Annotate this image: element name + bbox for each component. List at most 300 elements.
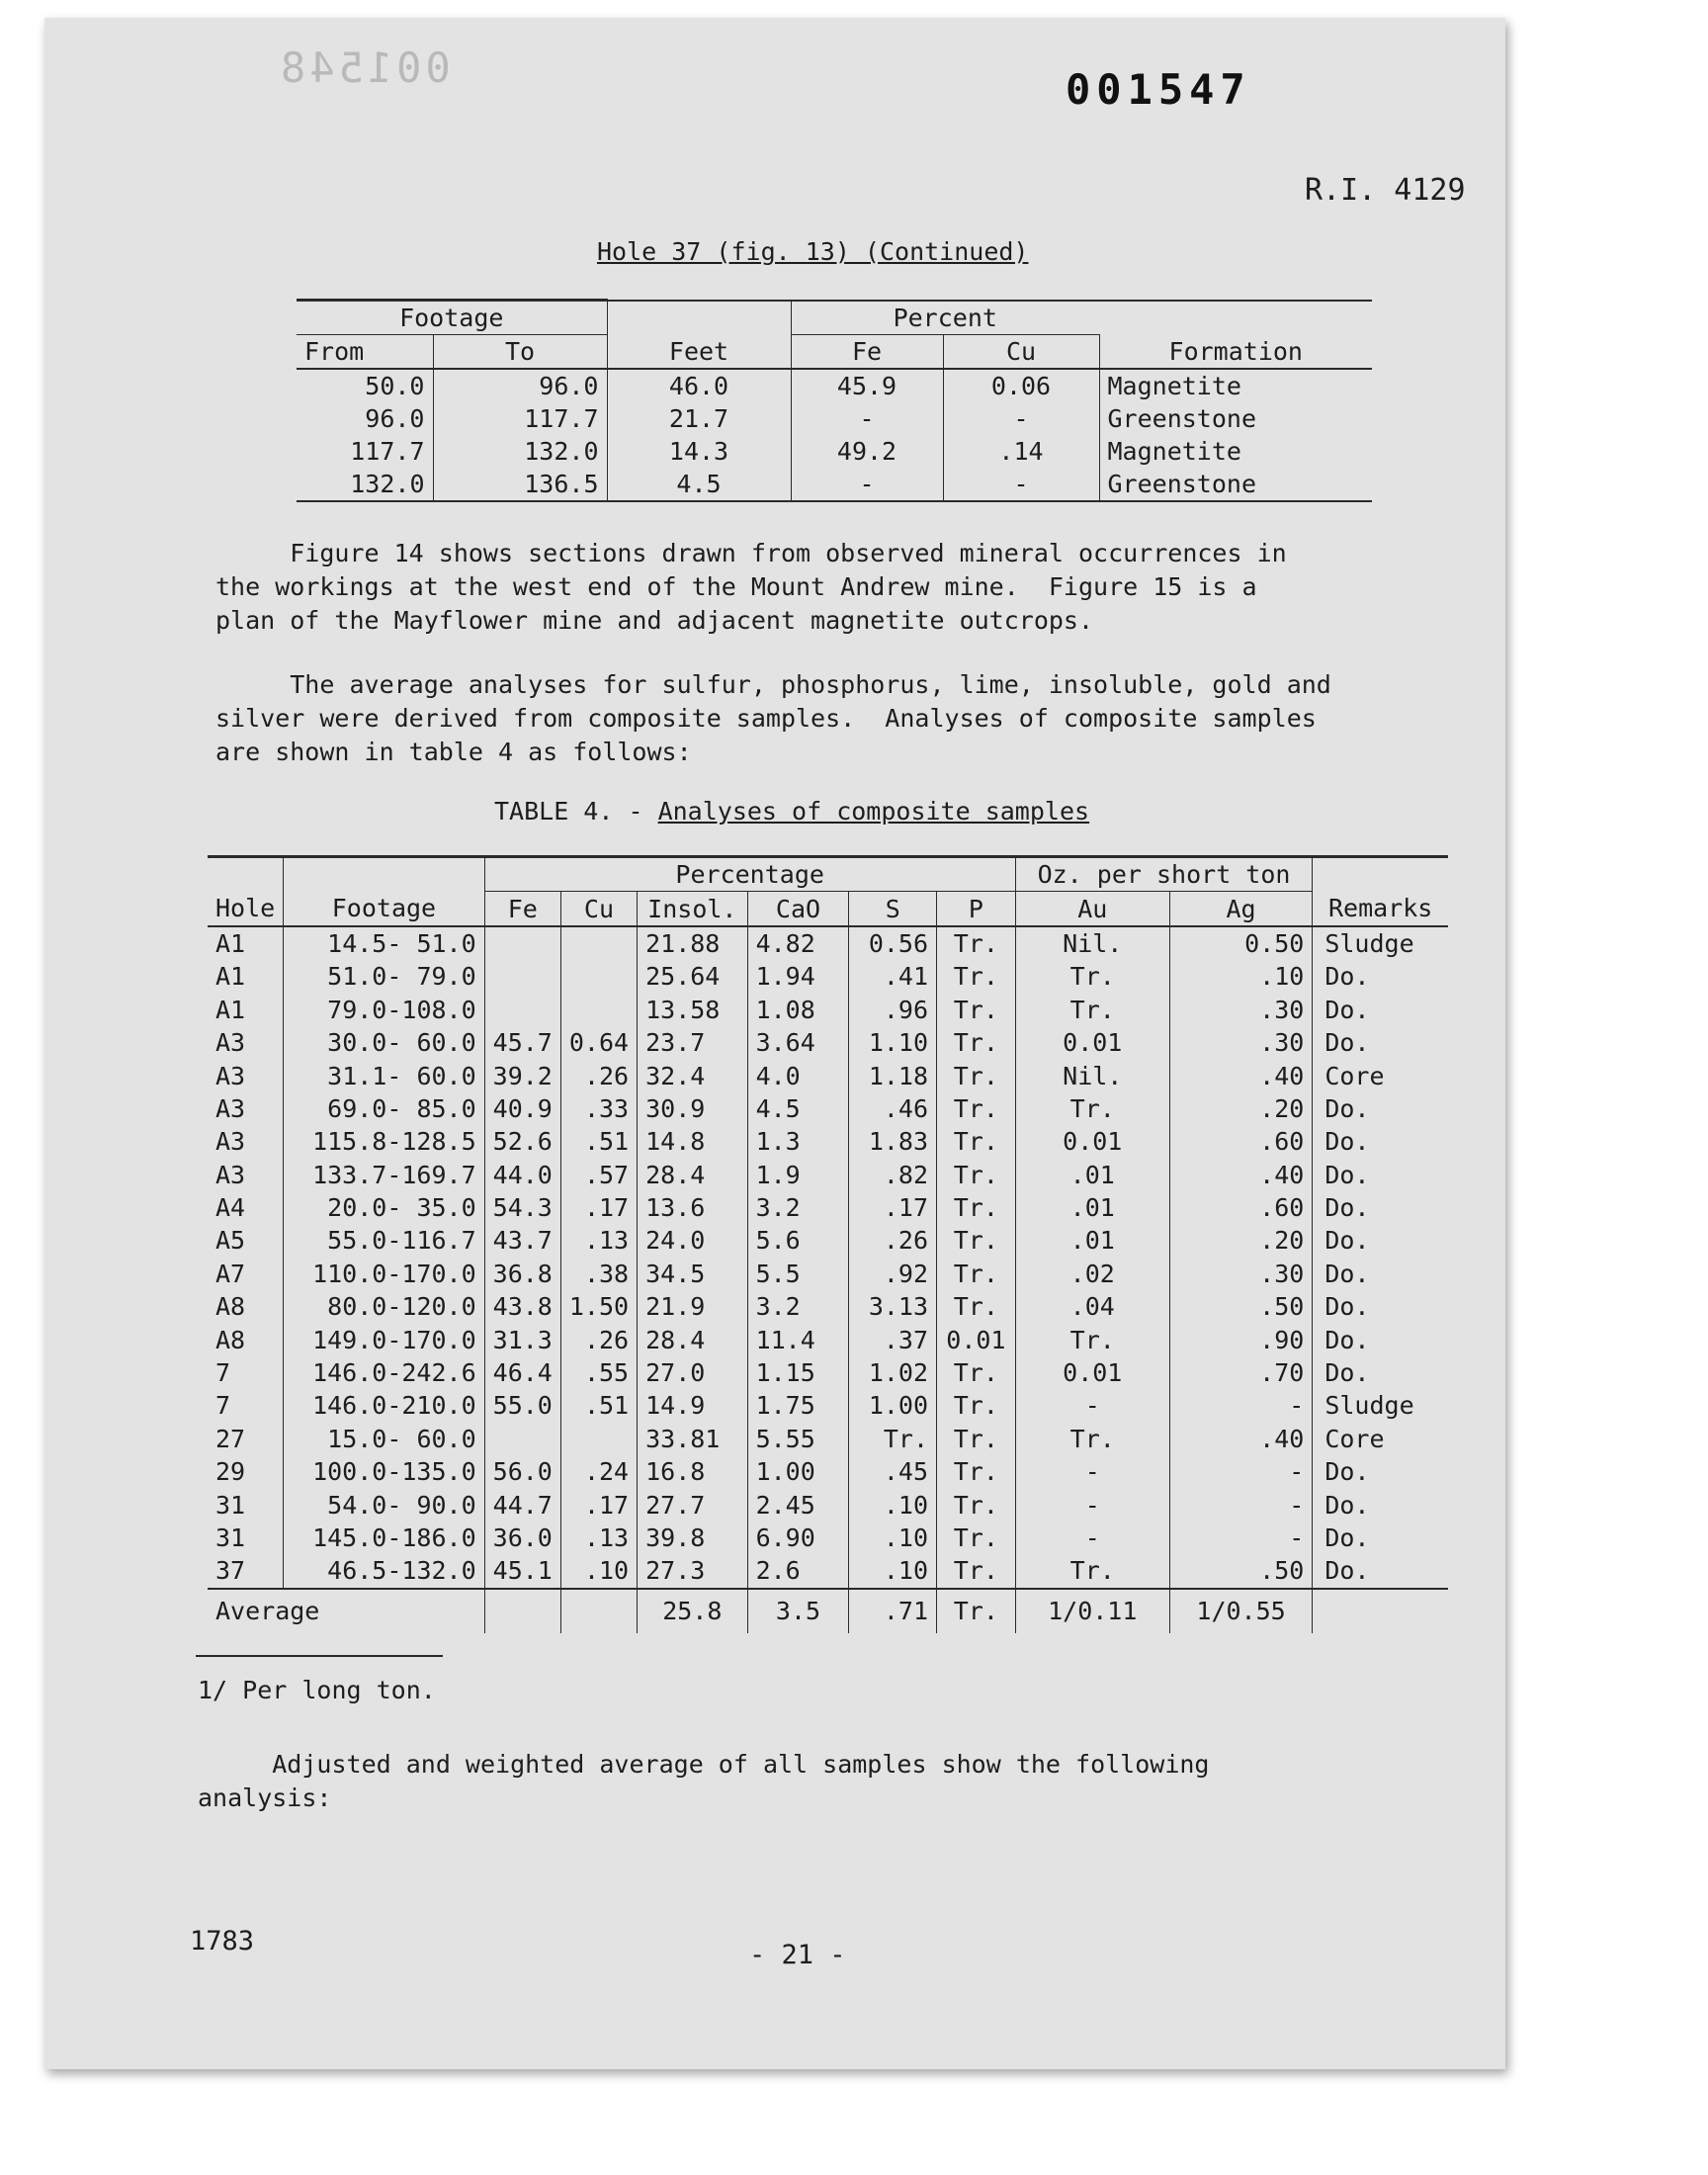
cu-cell: - [943,468,1099,501]
ag-cell: .50 [1169,1554,1313,1588]
insol-cell: 27.3 [638,1554,747,1588]
ag-cell: .20 [1169,1224,1313,1257]
fe-cell: 46.4 [484,1356,560,1389]
cu-cell [560,926,637,960]
p-cell: Tr. [937,1522,1016,1554]
table4-caption-title: Analyses of composite samples [657,797,1090,826]
insol-cell: 14.9 [638,1389,747,1422]
au-cell: Tr. [1015,994,1169,1026]
s-cell: .10 [849,1488,937,1521]
hole-cell: 37 [215,1556,246,1586]
hole-cell: A3 [215,1061,246,1090]
p-cell: Tr. [937,1488,1016,1521]
fe-header: Fe [791,335,943,370]
footage-cell: 146.0-242.6 [284,1356,484,1389]
cu-cell: .51 [560,1125,637,1158]
hole-cell: 29 [215,1457,246,1487]
cu-cell: .14 [943,435,1099,468]
au-cell: Tr. [1015,1092,1169,1125]
p-cell: Tr. [937,960,1016,993]
s-cell: Tr. [849,1423,937,1455]
cu-cell: - [943,402,1099,435]
report-id: R.I. 4129 [1305,173,1466,208]
hole-cell: A8 [215,1292,246,1322]
s-cell: 1.00 [849,1389,937,1422]
remarks-cell: Do. [1313,1026,1448,1059]
ag-cell: - [1169,1522,1313,1554]
remarks-cell: Do. [1313,1258,1448,1290]
feet-cell: 4.5 [607,468,791,501]
table-row [208,1323,1448,1355]
footage-cell: 80.0-120.0 [284,1290,484,1323]
ag-cell: .20 [1169,1092,1313,1125]
cao-cell: 5.5 [747,1258,849,1290]
cu-cell: .13 [560,1522,637,1554]
ag-cell: .40 [1169,1423,1313,1455]
au-cell: Tr. [1015,1323,1169,1355]
percent-header: Percent [791,301,1099,335]
insol-cell: 32.4 [638,1059,747,1091]
hole-cell: A3 [215,1160,246,1189]
to-cell: 132.0 [433,435,607,468]
ag-header: Ag [1169,892,1313,926]
insol-cell: 33.81 [638,1423,747,1455]
table-row [208,1125,1448,1158]
p-header: P [937,892,1016,926]
insol-cell: 28.4 [638,1323,747,1355]
insol-cell: 25.64 [638,960,747,993]
hole37-caption: Hole 37 (fig. 13) (Continued) [597,237,1029,266]
fe-cell: 36.0 [484,1522,560,1554]
table-row [208,1092,1448,1125]
cu-cell: 0.64 [560,1026,637,1059]
s-cell: .17 [849,1191,937,1224]
s-cell: 1.10 [849,1026,937,1059]
au-cell: - [1015,1455,1169,1488]
bleed-through-number: 001548 [277,44,451,92]
oz-header: Oz. per short ton [1015,857,1313,892]
remarks-cell: Do. [1313,1554,1448,1588]
insol-cell: 30.9 [638,1092,747,1125]
table-row [297,468,1372,501]
table-row [208,1423,1448,1455]
insol-cell: 28.4 [638,1159,747,1191]
ag-cell: .60 [1169,1191,1313,1224]
footage-cell: 20.0- 35.0 [284,1191,484,1224]
au-cell: .01 [1015,1159,1169,1191]
au-cell: Tr. [1015,1423,1169,1455]
insol-cell: 27.7 [638,1488,747,1521]
cao-cell: 11.4 [747,1323,849,1355]
hole-cell: A8 [215,1325,246,1354]
insol-cell: 13.58 [638,994,747,1026]
page-number: - 21 - [749,1940,846,1970]
feet-header: Feet [607,335,791,370]
formation-cell: Greenstone [1099,402,1372,435]
p-cell: Tr. [937,1554,1016,1588]
table-row [208,1522,1448,1554]
fe-cell [484,994,560,1026]
fe-cell: - [791,402,943,435]
footage-header: Footage [297,301,607,335]
p-cell: Tr. [937,926,1016,960]
cu-cell: .55 [560,1356,637,1389]
au-cell: - [1015,1522,1169,1554]
cu-header: Cu [943,335,1099,370]
s-cell: 1.18 [849,1059,937,1091]
s-cell: 1.02 [849,1356,937,1389]
cu-cell: .26 [560,1323,637,1355]
p-cell: Tr. [937,1389,1016,1422]
cao-cell: 1.9 [747,1159,849,1191]
cu-cell: 0.06 [943,369,1099,402]
remarks-cell: Do. [1313,1290,1448,1323]
cu-cell: .26 [560,1059,637,1091]
cao-cell: 3.64 [747,1026,849,1059]
fe-cell: 45.1 [484,1554,560,1588]
hole-cell: 27 [215,1424,246,1453]
hole-cell: A7 [215,1259,246,1288]
cao-cell: 1.15 [747,1356,849,1389]
cu-cell: .51 [560,1389,637,1422]
footage-cell: 133.7-169.7 [284,1159,484,1191]
hole-cell: 7 [215,1391,231,1421]
cao-cell: 4.82 [747,926,849,960]
p-cell: 0.01 [937,1323,1016,1355]
insol-cell: 21.88 [638,926,747,960]
cu-cell [560,994,637,1026]
p-cell: Tr. [937,994,1016,1026]
remarks-cell: Do. [1313,1488,1448,1521]
fe-cell: 44.7 [484,1488,560,1521]
cu-cell: .33 [560,1092,637,1125]
s-cell: .92 [849,1258,937,1290]
s-cell: .10 [849,1522,937,1554]
ag-cell: .40 [1169,1159,1313,1191]
table-row [208,1290,1448,1323]
table-row [297,369,1372,402]
table4-caption [494,797,1089,826]
hole-cell: A3 [215,1093,246,1123]
average-cao: 3.5 [747,1589,849,1633]
footage-cell: 54.0- 90.0 [284,1488,484,1521]
ag-cell: - [1169,1389,1313,1422]
ag-cell: .60 [1169,1125,1313,1158]
cu-cell: .10 [560,1554,637,1588]
p-cell: Tr. [937,1059,1016,1091]
au-cell: - [1015,1389,1169,1422]
table-row [208,1455,1448,1488]
paragraph-figures: Figure 14 shows sections drawn from observed mineral occurrences in the workings at the west end of the Mount Andrew mine. Figure 15 is a plan of the Mayflower mine and adjacent magnetite outcrops. [215,539,1287,635]
footage-cell: 100.0-135.0 [284,1455,484,1488]
cao-cell: 1.94 [747,960,849,993]
table-row [208,1159,1448,1191]
fe-cell [484,926,560,960]
remarks-cell: Do. [1313,994,1448,1026]
footage-cell: 79.0-108.0 [284,994,484,1026]
to-cell: 117.7 [433,402,607,435]
from-header: From [297,335,433,370]
table-row [208,1356,1448,1389]
cao-cell: 1.08 [747,994,849,1026]
footage-cell: 149.0-170.0 [284,1323,484,1355]
cao-cell: 2.45 [747,1488,849,1521]
document-number: 001547 [1066,65,1251,114]
remarks-cell: Do. [1313,1224,1448,1257]
p-cell: Tr. [937,1290,1016,1323]
cao-cell: 5.6 [747,1224,849,1257]
table-row [208,960,1448,993]
hole-cell: A5 [215,1226,246,1256]
au-cell: Tr. [1015,960,1169,993]
to-cell: 136.5 [433,468,607,501]
cu-cell: 1.50 [560,1290,637,1323]
insol-cell: 39.8 [638,1522,747,1554]
table-row [208,926,1448,960]
insol-cell: 27.0 [638,1356,747,1389]
s-cell: 0.56 [849,926,937,960]
p-cell: Tr. [937,1258,1016,1290]
cao-cell: 4.0 [747,1059,849,1091]
insol-cell: 23.7 [638,1026,747,1059]
cu-cell: .13 [560,1224,637,1257]
hole-cell: A1 [215,928,246,958]
hole-header: Hole [208,892,284,926]
hole-cell: 7 [215,1358,231,1388]
footage-cell: 30.0- 60.0 [284,1026,484,1059]
footage-cell: 146.0-210.0 [284,1389,484,1422]
hole-cell: A3 [215,1127,246,1157]
footer-left-number: 1783 [190,1926,255,1957]
remarks-cell: Do. [1313,1356,1448,1389]
cu-header: Cu [560,892,637,926]
p-cell: Tr. [937,1092,1016,1125]
insol-header: Insol. [638,892,747,926]
formation-cell: Greenstone [1099,468,1372,501]
cu-cell: .17 [560,1488,637,1521]
au-cell: .01 [1015,1224,1169,1257]
formation-header: Formation [1099,335,1372,370]
remarks-cell: Do. [1313,1092,1448,1125]
cao-cell: 2.6 [747,1554,849,1588]
s-cell: .96 [849,994,937,1026]
average-row [208,1589,1448,1633]
cao-cell: 4.5 [747,1092,849,1125]
p-cell: Tr. [937,1026,1016,1059]
table-row [208,1191,1448,1224]
hole37-table [297,299,1372,502]
p-cell: Tr. [937,1455,1016,1488]
footage-cell: 31.1- 60.0 [284,1059,484,1091]
remarks-cell: Core [1313,1059,1448,1091]
cao-cell: 1.3 [747,1125,849,1158]
average-s: .71 [849,1589,937,1633]
from-cell: 117.7 [350,437,425,466]
footage-cell: 14.5- 51.0 [284,926,484,960]
fe-cell [484,1423,560,1455]
ag-cell: .70 [1169,1356,1313,1389]
insol-cell: 16.8 [638,1455,747,1488]
insol-cell: 34.5 [638,1258,747,1290]
table-row [208,1488,1448,1521]
fe-cell: 40.9 [484,1092,560,1125]
remarks-cell: Sludge [1313,926,1448,960]
remarks-cell: Do. [1313,1191,1448,1224]
from-cell: 132.0 [297,468,433,501]
footage-header: Footage [284,892,484,926]
formation-cell: Magnetite [1099,435,1372,468]
footage-cell: 69.0- 85.0 [284,1092,484,1125]
s-cell: .46 [849,1092,937,1125]
to-header: To [433,335,607,370]
au-cell: 0.01 [1015,1026,1169,1059]
cao-cell: 3.2 [747,1191,849,1224]
cao-cell: 5.55 [747,1423,849,1455]
fe-cell: 45.9 [791,369,943,402]
au-cell: 0.01 [1015,1356,1169,1389]
table4 [208,855,1448,1633]
table-row [208,994,1448,1026]
fe-cell: 56.0 [484,1455,560,1488]
table-row [208,1389,1448,1422]
remarks-cell: Do. [1313,1455,1448,1488]
au-cell: Nil. [1015,1059,1169,1091]
from-cell: 96.0 [365,404,425,433]
table4-caption-prefix: TABLE 4. - [494,797,658,826]
table-row [297,435,1372,468]
ag-cell: .30 [1169,1258,1313,1290]
fe-cell: 43.8 [484,1290,560,1323]
average-insol: 25.8 [638,1589,747,1633]
fe-cell: 49.2 [791,435,943,468]
remarks-cell: Core [1313,1423,1448,1455]
hole-cell: 31 [215,1523,246,1552]
fe-cell: 55.0 [484,1389,560,1422]
cu-cell [560,960,637,993]
insol-cell: 13.6 [638,1191,747,1224]
cu-cell: .57 [560,1159,637,1191]
average-label: Average [208,1589,484,1633]
closing-paragraph: Adjusted and weighted average of all samples show the following analysis: [198,1750,1210,1812]
footage-cell: 145.0-186.0 [284,1522,484,1554]
au-cell: Tr. [1015,1554,1169,1588]
fe-cell: - [791,468,943,501]
to-cell: 96.0 [433,369,607,402]
paragraph-composite: The average analyses for sulfur, phosphorus, lime, insoluble, gold and silver were derived from composite samples. Analyses of composite samples are shown in table 4 as follows: [215,670,1331,766]
footage-cell: 110.0-170.0 [284,1258,484,1290]
remarks-cell: Do. [1313,960,1448,993]
p-cell: Tr. [937,1356,1016,1389]
cu-cell: .24 [560,1455,637,1488]
cu-cell: .17 [560,1191,637,1224]
hole-cell: A1 [215,962,246,992]
s-cell: 1.83 [849,1125,937,1158]
s-cell: .37 [849,1323,937,1355]
fe-cell: 52.6 [484,1125,560,1158]
fe-cell [484,960,560,993]
fe-cell: 31.3 [484,1323,560,1355]
fe-cell: 43.7 [484,1224,560,1257]
insol-cell: 21.9 [638,1290,747,1323]
fe-cell: 44.0 [484,1159,560,1191]
table-row [297,402,1372,435]
table-row [208,1059,1448,1091]
p-cell: Tr. [937,1423,1016,1455]
p-cell: Tr. [937,1224,1016,1257]
footnote-rule [196,1655,443,1657]
ag-cell: .90 [1169,1323,1313,1355]
ag-cell: .50 [1169,1290,1313,1323]
au-cell: 0.01 [1015,1125,1169,1158]
remarks-cell: Do. [1313,1125,1448,1158]
s-header: S [849,892,937,926]
fe-cell: 45.7 [484,1026,560,1059]
ag-cell: .30 [1169,1026,1313,1059]
ag-cell: .40 [1169,1059,1313,1091]
insol-cell: 14.8 [638,1125,747,1158]
cu-cell: .38 [560,1258,637,1290]
au-cell: .01 [1015,1191,1169,1224]
s-cell: .10 [849,1554,937,1588]
s-cell: .45 [849,1455,937,1488]
p-cell: Tr. [937,1125,1016,1158]
average-au: 1/0.11 [1015,1589,1169,1633]
remarks-cell: Do. [1313,1522,1448,1554]
ag-cell: 0.50 [1169,926,1313,960]
footage-cell: 115.8-128.5 [284,1125,484,1158]
au-cell: .02 [1015,1258,1169,1290]
au-header: Au [1015,892,1169,926]
footage-cell: 46.5-132.0 [284,1554,484,1588]
cu-cell [560,1423,637,1455]
ag-cell: .10 [1169,960,1313,993]
remarks-cell: Do. [1313,1323,1448,1355]
remarks-header: Remarks [1313,892,1448,926]
table-row [208,1026,1448,1059]
formation-cell: Magnetite [1099,369,1372,402]
hole-cell: 31 [215,1490,246,1520]
au-cell: - [1015,1488,1169,1521]
cao-cell: 3.2 [747,1290,849,1323]
table-row [208,1224,1448,1257]
s-cell: .26 [849,1224,937,1257]
feet-cell: 14.3 [607,435,791,468]
hole-cell: A3 [215,1028,246,1058]
fe-cell: 39.2 [484,1059,560,1091]
table-row [208,1554,1448,1588]
cao-cell: 6.90 [747,1522,849,1554]
ag-cell: .30 [1169,994,1313,1026]
cao-cell: 1.00 [747,1455,849,1488]
s-cell: .41 [849,960,937,993]
p-cell: Tr. [937,1159,1016,1191]
au-cell: Nil. [1015,926,1169,960]
remarks-cell: Sludge [1313,1389,1448,1422]
remarks-cell: Do. [1313,1159,1448,1191]
table-row [208,1258,1448,1290]
au-cell: .04 [1015,1290,1169,1323]
fe-cell: 54.3 [484,1191,560,1224]
footnote: 1/ Per long ton. [198,1676,436,1704]
s-cell: .82 [849,1159,937,1191]
footage-cell: 51.0- 79.0 [284,960,484,993]
from-cell: 50.0 [365,372,425,400]
fe-header: Fe [484,892,560,926]
feet-cell: 46.0 [607,369,791,402]
average-ag: 1/0.55 [1169,1589,1313,1633]
cao-header: CaO [747,892,849,926]
hole-cell: A1 [215,995,246,1024]
